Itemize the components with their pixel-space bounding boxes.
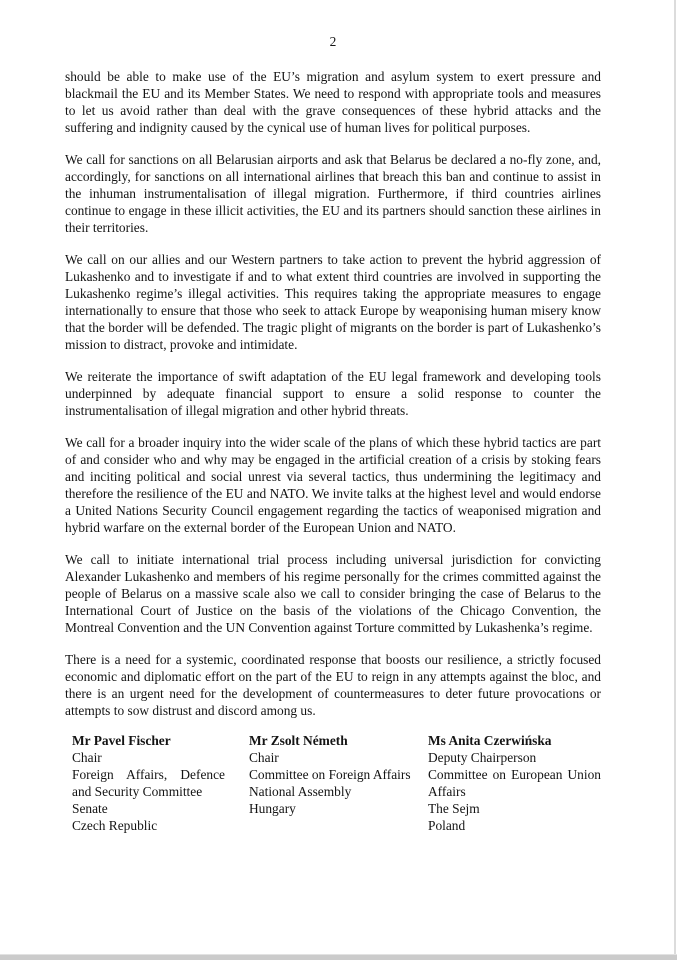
signatory-name: Mr Zsolt Németh	[249, 733, 348, 748]
paragraph-1: should be able to make use of the EU’s migration and asylum system to exert pressure and blackmail the EU and its Member States. We need to respond with appropriate tools and measures to let us avoid rather than deal with the grave consequences of these hybrid attacks and the suffering and indignity caused by the cynical use of human lives for political purposes.	[65, 69, 601, 135]
signatory-role: Chair	[72, 750, 102, 765]
signatory-country: Czech Republic	[72, 818, 158, 833]
page-edge-divider	[674, 0, 676, 960]
signatory-role: Chair	[249, 750, 279, 765]
paragraph-4: We reiterate the importance of swift adaptation of the EU legal framework and developing tools underpinned by adequate financial support to ensure a solid response to counter the instrumentalisation of illegal migration and other hybrid threats.	[65, 369, 601, 418]
paragraph-5: We call for a broader inquiry into the wider scale of the plans of which these hybrid tactics are part of and consider who and why may be engaged in the artificial creation of a crisis by stoking fears and inciting political and social unrest via several tactics, thus undermining the legitimacy and therefore the resilience of the EU and NATO. We invite talks at the highest level and would endorse a United Nations Security Council engagement regarding the tactics of weaponised migration and hybrid warfare on the external border of the European Union and NATO.	[65, 435, 601, 535]
signatory-country: Hungary	[249, 801, 296, 816]
bottom-edge-strip	[0, 954, 677, 960]
signatory-institution: Senate	[72, 801, 108, 816]
signatory-committee: Foreign Affairs, Defence and Security Committee	[72, 767, 225, 799]
signatory-institution: National Assembly	[249, 784, 352, 799]
signatory-czerwinska	[428, 732, 601, 834]
signatory-name: Mr Pavel Fischer	[72, 733, 171, 748]
signatory-fischer	[72, 732, 249, 834]
page-number: 2	[329, 34, 337, 49]
paragraph-2: We call for sanctions on all Belarusian airports and ask that Belarus be declared a no-fly zone, and, accordingly, for sanctions on all international airlines that breach this ban and continue to assist in the inhuman instrumentalisation of illegal migration. Furthermore, if third countries airlines continue to engage in these illicit activities, the EU and its partners should sanction these airlines in their territories.	[65, 152, 601, 235]
signatory-country: Poland	[428, 818, 466, 833]
signatory-name: Ms Anita Czerwińska	[428, 733, 552, 748]
document-body	[65, 68, 601, 734]
signature-block	[72, 732, 601, 834]
signatory-role: Deputy Chairperson	[428, 750, 537, 765]
signatory-committee: Committee on European Union Affairs	[428, 767, 601, 799]
signatory-nemeth	[249, 732, 428, 834]
signatory-committee: Committee on Foreign Affairs	[249, 767, 411, 782]
paragraph-6: We call to initiate international trial process including universal jurisdiction for convicting Alexander Lukashenko and members of his regime personally for the crimes committed against the people of Belarus on a massive scale also we call to consider bringing the case of Belarus to the International Court of Justice on the basis of the violations of the Chicago Convention, the Montreal Convention and the UN Convention against Torture committed by Lukashenka’s regime.	[65, 552, 601, 635]
signatory-institution: The Sejm	[428, 801, 480, 816]
paragraph-7: There is a need for a systemic, coordinated response that boosts our resilience, a strictly focused economic and diplomatic effort on the part of the EU to reign in any attempts against the bloc, and there is an urgent need for the development of countermeasures to deter future provocations or attempts to sow distrust and discord among us.	[65, 652, 601, 718]
paragraph-3: We call on our allies and our Western partners to take action to prevent the hybrid aggression of Lukashenko and to investigate if and to what extent third countries are involved in supporting the Lukashenko regime’s illegal activities. This requires taking the appropriate measures to engage internationally to ensure that those who seek to attack Europe by weaponising human misery know that the border will be defended. The tragic plight of migrants on the border is part of Lukashenko’s mission to distract, provoke and intimidate.	[65, 252, 601, 352]
